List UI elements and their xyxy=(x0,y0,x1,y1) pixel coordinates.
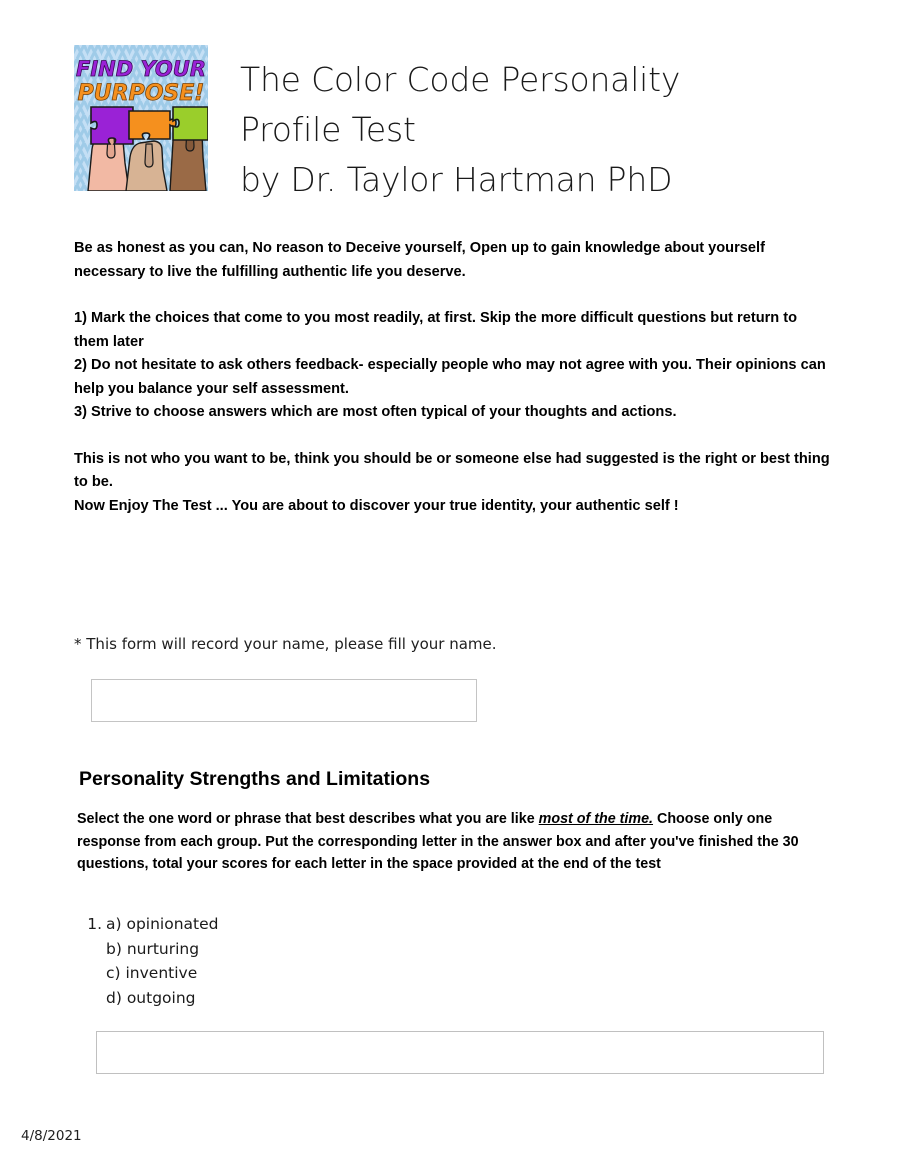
svg-text:PURPOSE!: PURPOSE! xyxy=(77,81,205,106)
intro-paragraph-2: This is not who you want to be, think you should be or someone else had suggested is the right or best thing to be. xyxy=(74,450,830,490)
spacer xyxy=(74,284,834,307)
section-heading: Personality Strengths and Limitations xyxy=(79,768,431,790)
intro-text-block xyxy=(74,237,834,518)
option-d[interactable]: d) outgoing xyxy=(106,988,196,1007)
name-input[interactable] xyxy=(91,679,477,722)
instructions-part-1: Select the one word or phrase that best describes what you are like xyxy=(77,811,539,827)
question-options xyxy=(106,912,219,1010)
footer-date: 4/8/2021 xyxy=(21,1128,82,1144)
intro-paragraph-1: Be as honest as you can, No reason to Deceive yourself, Open up to gain knowledge about yourself necessary to live the fulfilling authentic life you deserve. xyxy=(74,240,765,280)
document-header xyxy=(74,45,680,205)
intro-item-3: 3) Strive to choose answers which are most often typical of your thoughts and actions. xyxy=(74,404,677,420)
svg-text:FIND YOUR: FIND YOUR xyxy=(75,57,207,81)
page-title xyxy=(240,45,680,205)
intro-item-2: 2) Do not hesitate to ask others feedback- especially people who may not agree with you. Their opinions can help you balance your self assessment. xyxy=(74,357,826,397)
question-block xyxy=(74,912,219,1010)
name-field-note: * This form will record your name, please fill your name. xyxy=(74,635,497,653)
instructions-emphasis: most of the time. xyxy=(538,811,654,827)
option-b[interactable]: b) nurturing xyxy=(106,939,200,958)
question-number: 1. xyxy=(87,915,102,933)
option-a[interactable]: a) opinionated xyxy=(106,915,219,933)
option-c[interactable]: c) inventive xyxy=(106,964,198,982)
answer-input[interactable] xyxy=(96,1031,824,1074)
intro-item-1: 1) Mark the choices that come to you most readily, at first. Skip the more difficult questions but return to them later xyxy=(74,310,798,350)
spacer xyxy=(74,425,834,448)
find-your-purpose-logo xyxy=(74,45,208,191)
instructions-part-2: Choose only one response from each group. Put the corresponding letter in the answer box and after you've finished the 30 questions, total your scores for each letter in the space provided at the end of the test xyxy=(77,811,799,872)
intro-paragraph-3: Now Enjoy The Test ... You are about to discover your true identity, your authentic self ! xyxy=(74,497,679,514)
section-instructions xyxy=(77,808,832,876)
question-row xyxy=(74,912,219,1010)
title-line-2: Profile Test xyxy=(240,110,416,149)
title-line-3: by Dr. Taylor Hartman PhD xyxy=(240,160,673,199)
title-line-1: The Color Code Personality xyxy=(240,60,681,99)
